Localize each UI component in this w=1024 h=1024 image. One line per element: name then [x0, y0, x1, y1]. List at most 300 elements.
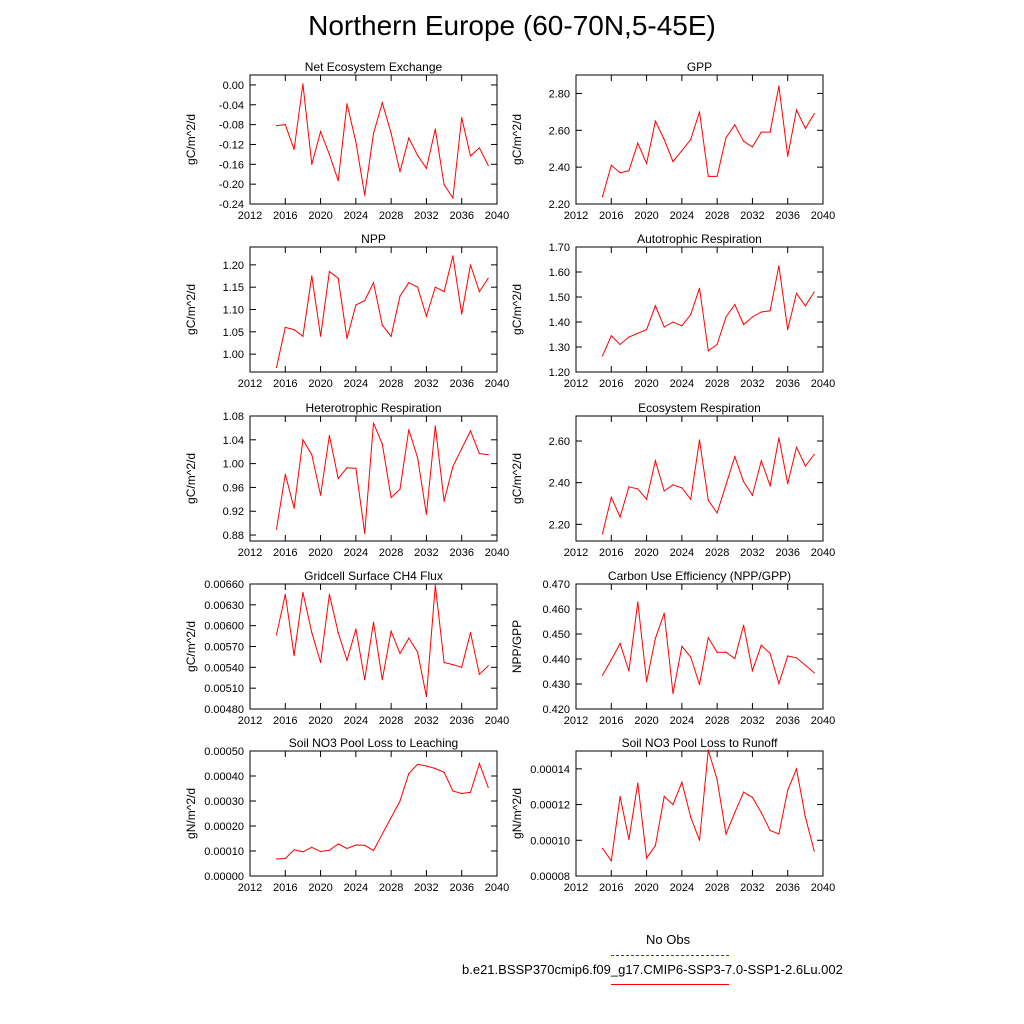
data-point [655, 305, 656, 306]
data-point [628, 336, 629, 337]
x-tick-label: 2036 [449, 210, 474, 222]
x-tick-label: 2028 [704, 715, 730, 727]
y-tick-label: 0.00010 [204, 846, 244, 858]
data-point [276, 529, 277, 530]
x-tick-label: 2028 [704, 378, 730, 390]
y-tick-label: 1.05 [222, 326, 244, 339]
data-point [778, 683, 779, 684]
x-tick-label: 2040 [484, 378, 510, 390]
data-point [672, 484, 673, 485]
data-point [426, 168, 427, 169]
data-point [408, 638, 409, 639]
x-tick-label: 2036 [775, 378, 800, 390]
x-tick-label: 2024 [669, 882, 695, 894]
data-point [399, 489, 400, 490]
data-point [452, 664, 453, 665]
data-point [417, 457, 418, 458]
data-point [355, 141, 356, 142]
y-tick-label: 2.80 [548, 88, 570, 101]
data-point [761, 645, 762, 646]
data-point [444, 662, 445, 663]
data-point [373, 423, 374, 424]
x-tick-label: 2036 [449, 378, 474, 390]
y-tick-label: 1.50 [548, 292, 570, 304]
data-point [752, 495, 753, 496]
data-point [461, 313, 462, 314]
data-point [470, 264, 471, 265]
y-tick-label: 0.96 [222, 482, 244, 495]
data-point [470, 792, 471, 793]
data-point [787, 483, 788, 484]
data-point [796, 768, 797, 769]
x-tick-label: 2040 [810, 882, 836, 894]
chart-panel-2 [510, 60, 835, 222]
x-tick-label: 2040 [484, 210, 510, 222]
data-point [329, 850, 330, 851]
y-tick-label: 1.20 [548, 367, 570, 379]
y-tick-label: 0.00510 [204, 683, 244, 696]
data-point [761, 812, 762, 813]
data-point [276, 858, 277, 859]
chart-panel-5 [184, 401, 509, 559]
data-point [814, 454, 815, 455]
x-tick-label: 2016 [273, 882, 298, 894]
data-point [391, 631, 392, 632]
data-point [382, 325, 383, 326]
data-point [672, 161, 673, 162]
chart-title: Soil NO3 Pool Loss to Leaching [288, 736, 459, 750]
data-point [426, 316, 427, 317]
y-tick-label: 0.00050 [204, 746, 244, 758]
y-tick-label: 1.10 [222, 304, 244, 317]
y-tick-label: 0.00040 [204, 771, 244, 783]
data-point [611, 860, 612, 861]
data-point [364, 195, 365, 196]
data-point [444, 184, 445, 185]
data-point [276, 367, 277, 368]
x-tick-label: 2016 [273, 378, 298, 390]
y-tick-label: 0.00 [222, 79, 244, 92]
data-point [717, 176, 718, 177]
x-tick-label: 2040 [810, 210, 836, 222]
data-point [734, 124, 735, 125]
x-tick-label: 2032 [414, 715, 439, 727]
data-point [382, 443, 383, 444]
data-point [770, 830, 771, 831]
data-point [743, 481, 744, 482]
x-tick-label: 2028 [704, 882, 730, 894]
data-point [637, 783, 638, 784]
y-tick-label: 0.00020 [204, 821, 244, 833]
data-point [470, 430, 471, 431]
y-axis-label: NPP/GPP [510, 619, 524, 674]
data-point [752, 316, 753, 317]
data-point [655, 460, 656, 461]
data-point [479, 453, 480, 454]
plot-frame [576, 584, 823, 709]
data-point [488, 787, 489, 788]
x-tick-label: 2032 [740, 210, 765, 222]
x-tick-label: 2012 [237, 547, 263, 559]
data-point [708, 176, 709, 177]
x-tick-label: 2024 [343, 547, 369, 559]
data-point [470, 155, 471, 156]
data-point [311, 847, 312, 848]
series-line [603, 438, 815, 534]
data-point [346, 467, 347, 468]
x-tick-label: 2040 [810, 378, 836, 390]
x-tick-label: 2012 [237, 378, 263, 390]
data-point [285, 124, 286, 125]
x-tick-label: 2032 [414, 547, 439, 559]
data-point [276, 125, 277, 126]
data-point [285, 858, 286, 859]
y-tick-label: 1.60 [548, 267, 570, 279]
data-point [302, 851, 303, 852]
data-point [408, 137, 409, 138]
y-tick-label: 1.70 [548, 242, 570, 254]
data-point [770, 653, 771, 654]
data-point [690, 139, 691, 140]
data-point [761, 132, 762, 133]
x-tick-label: 2028 [378, 210, 404, 222]
data-point [488, 454, 489, 455]
x-tick-label: 2020 [634, 378, 659, 390]
data-point [373, 282, 374, 283]
chart-title: Carbon Use Efficiency (NPP/GPP) [607, 569, 792, 583]
data-point [452, 197, 453, 198]
data-point [602, 355, 603, 356]
y-tick-label: 1.04 [222, 434, 244, 447]
data-point [602, 196, 603, 197]
y-tick-label: 0.00540 [204, 662, 244, 675]
series-line [603, 266, 815, 356]
data-point [417, 155, 418, 156]
data-point [602, 675, 603, 676]
data-point [655, 845, 656, 846]
x-tick-label: 2036 [775, 882, 800, 894]
data-point [699, 288, 700, 289]
chart-panel-10 [510, 736, 835, 894]
data-point [435, 768, 436, 769]
data-point [294, 508, 295, 509]
data-point [488, 278, 489, 279]
data-point [461, 793, 462, 794]
chart-title: NPP [361, 232, 386, 246]
y-tick-label: 0.00480 [204, 704, 244, 716]
x-tick-label: 2016 [599, 210, 624, 222]
y-tick-label: -0.20 [218, 179, 244, 192]
chart-panel-6 [510, 401, 835, 559]
data-point [479, 763, 480, 764]
x-tick-label: 2024 [669, 210, 695, 222]
plot-frame [576, 416, 823, 541]
y-tick-label: 0.00570 [204, 641, 244, 654]
y-tick-label: 0.00008 [530, 871, 570, 883]
y-axis-label: gC/m^2/d [510, 114, 524, 165]
data-point [752, 146, 753, 147]
data-point [708, 637, 709, 638]
data-point [717, 512, 718, 513]
y-tick-label: 1.00 [222, 458, 244, 471]
data-point [637, 488, 638, 489]
data-point [346, 103, 347, 104]
data-point [628, 670, 629, 671]
data-point [761, 460, 762, 461]
series-line [277, 84, 489, 198]
data-point [770, 485, 771, 486]
x-tick-label: 2024 [343, 715, 369, 727]
x-tick-label: 2012 [563, 882, 589, 894]
data-point [373, 133, 374, 134]
y-tick-label: -0.04 [218, 99, 244, 112]
data-point [672, 321, 673, 322]
data-point [743, 792, 744, 793]
data-point [699, 840, 700, 841]
data-point [435, 585, 436, 586]
data-point [338, 632, 339, 633]
data-point [805, 665, 806, 666]
x-tick-label: 2032 [740, 547, 765, 559]
data-point [620, 344, 621, 345]
y-tick-label: 0.420 [542, 704, 570, 716]
data-point [611, 165, 612, 166]
chart-title: GPP [686, 60, 713, 74]
data-point [734, 456, 735, 457]
data-point [346, 660, 347, 661]
data-point [285, 594, 286, 595]
data-point [681, 646, 682, 647]
data-point [382, 679, 383, 680]
y-tick-label: 1.00 [222, 349, 244, 362]
y-axis-label: gC/m^2/d [184, 453, 198, 504]
data-point [399, 800, 400, 801]
data-point [805, 465, 806, 466]
x-tick-label: 2012 [563, 715, 589, 727]
y-axis-label: gN/m^2/d [510, 788, 524, 839]
data-point [743, 324, 744, 325]
data-point [602, 848, 603, 849]
y-tick-label: 0.00012 [530, 799, 570, 812]
data-point [294, 849, 295, 850]
y-axis-label: gC/m^2/d [184, 284, 198, 335]
data-point [734, 304, 735, 305]
data-point [690, 499, 691, 500]
chart-title: Autotrophic Respiration [637, 232, 762, 246]
data-point [787, 329, 788, 330]
data-point [770, 132, 771, 133]
data-point [479, 147, 480, 148]
y-axis-label: gC/m^2/d [510, 453, 524, 504]
data-point [655, 638, 656, 639]
x-tick-label: 2020 [308, 547, 333, 559]
y-tick-label: 0.00014 [530, 763, 570, 776]
y-tick-label: 0.00660 [204, 579, 244, 591]
y-tick-label: 0.00030 [204, 796, 244, 808]
chart-title: Soil NO3 Pool Loss to Runoff [621, 736, 778, 750]
data-point [690, 656, 691, 657]
data-point [646, 858, 647, 859]
y-tick-label: 2.60 [548, 436, 570, 448]
data-point [355, 304, 356, 305]
x-tick-label: 2020 [634, 210, 659, 222]
data-point [311, 275, 312, 276]
data-point [787, 156, 788, 157]
chart-panel-1 [184, 60, 509, 222]
data-point [435, 287, 436, 288]
x-tick-label: 2024 [343, 210, 369, 222]
data-point [699, 684, 700, 685]
data-point [488, 665, 489, 666]
series-line [277, 764, 489, 860]
data-point [329, 271, 330, 272]
data-point [637, 333, 638, 334]
x-tick-label: 2036 [775, 210, 800, 222]
data-point [399, 296, 400, 297]
chart-title: Net Ecosystem Exchange [304, 60, 443, 74]
y-axis-label: gC/m^2/d [510, 284, 524, 335]
data-point [435, 426, 436, 427]
x-tick-label: 2024 [343, 882, 369, 894]
data-point [461, 448, 462, 449]
series-line [277, 256, 489, 368]
data-point [302, 83, 303, 84]
data-point [814, 291, 815, 292]
plot-frame [250, 416, 497, 541]
x-tick-label: 2028 [378, 882, 404, 894]
data-point [320, 662, 321, 663]
data-point [364, 845, 365, 846]
x-tick-label: 2036 [449, 882, 474, 894]
y-tick-label: 2.40 [548, 477, 570, 490]
chart-panel-8 [510, 569, 835, 727]
data-point [620, 643, 621, 644]
data-point [364, 679, 365, 680]
data-point [646, 499, 647, 500]
data-point [417, 764, 418, 765]
plot-frame [576, 751, 823, 876]
y-tick-label: 0.450 [542, 629, 570, 641]
data-point [294, 655, 295, 656]
data-point [814, 850, 815, 851]
x-tick-label: 2040 [484, 882, 510, 894]
plot-frame [576, 247, 823, 372]
x-tick-label: 2032 [740, 715, 765, 727]
series-line [603, 602, 815, 694]
data-point [734, 812, 735, 813]
data-point [470, 632, 471, 633]
data-point [620, 516, 621, 517]
data-point [364, 300, 365, 301]
x-tick-label: 2012 [563, 210, 589, 222]
data-point [391, 133, 392, 134]
x-tick-label: 2016 [273, 547, 298, 559]
data-point [479, 291, 480, 292]
x-tick-label: 2016 [599, 882, 624, 894]
y-tick-label: 0.430 [542, 679, 570, 691]
data-point [311, 454, 312, 455]
data-point [717, 652, 718, 653]
data-point [690, 817, 691, 818]
y-tick-label: -0.08 [218, 119, 244, 132]
x-tick-label: 2024 [343, 378, 369, 390]
y-tick-label: 0.00630 [204, 599, 244, 612]
data-point [672, 693, 673, 694]
data-point [426, 765, 427, 766]
data-point [338, 843, 339, 844]
data-point [734, 658, 735, 659]
x-tick-label: 2016 [599, 378, 624, 390]
x-tick-label: 2040 [484, 547, 510, 559]
y-tick-label: 0.92 [222, 506, 244, 519]
data-point [408, 429, 409, 430]
x-tick-label: 2040 [810, 715, 836, 727]
plot-frame [250, 584, 497, 709]
data-point [664, 326, 665, 327]
chart-panel-7 [184, 569, 509, 727]
data-point [426, 514, 427, 515]
data-point [444, 501, 445, 502]
data-point [752, 670, 753, 671]
legend-obs-label: No Obs [646, 932, 691, 947]
x-tick-label: 2040 [484, 715, 510, 727]
data-point [417, 652, 418, 653]
data-point [329, 435, 330, 436]
x-tick-label: 2040 [810, 547, 836, 559]
x-tick-label: 2028 [378, 715, 404, 727]
data-point [488, 165, 489, 166]
x-tick-label: 2024 [669, 715, 695, 727]
data-point [690, 314, 691, 315]
data-point [294, 149, 295, 150]
data-point [787, 655, 788, 656]
data-point [391, 497, 392, 498]
data-point [708, 500, 709, 501]
data-point [743, 625, 744, 626]
data-point [778, 437, 779, 438]
series-line [603, 750, 815, 861]
x-tick-label: 2016 [273, 715, 298, 727]
series-line [277, 423, 489, 533]
y-tick-label: 2.20 [548, 199, 570, 211]
data-point [796, 109, 797, 110]
data-point [329, 594, 330, 595]
x-tick-label: 2020 [634, 882, 659, 894]
x-tick-label: 2012 [237, 882, 263, 894]
x-tick-label: 2028 [704, 547, 730, 559]
data-point [681, 150, 682, 151]
data-point [725, 316, 726, 317]
y-tick-label: 1.30 [548, 342, 570, 354]
y-tick-label: 0.440 [542, 654, 570, 666]
data-point [346, 848, 347, 849]
data-point [770, 310, 771, 311]
data-point [681, 325, 682, 326]
data-point [717, 779, 718, 780]
data-point [311, 164, 312, 165]
data-point [302, 592, 303, 593]
data-point [778, 833, 779, 834]
x-tick-label: 2016 [273, 210, 298, 222]
y-axis-label: gC/m^2/d [184, 621, 198, 672]
y-tick-label: 0.460 [542, 604, 570, 616]
data-point [778, 86, 779, 87]
x-tick-label: 2028 [704, 210, 730, 222]
data-point [646, 163, 647, 164]
data-point [805, 305, 806, 306]
data-point [637, 143, 638, 144]
data-point [805, 128, 806, 129]
